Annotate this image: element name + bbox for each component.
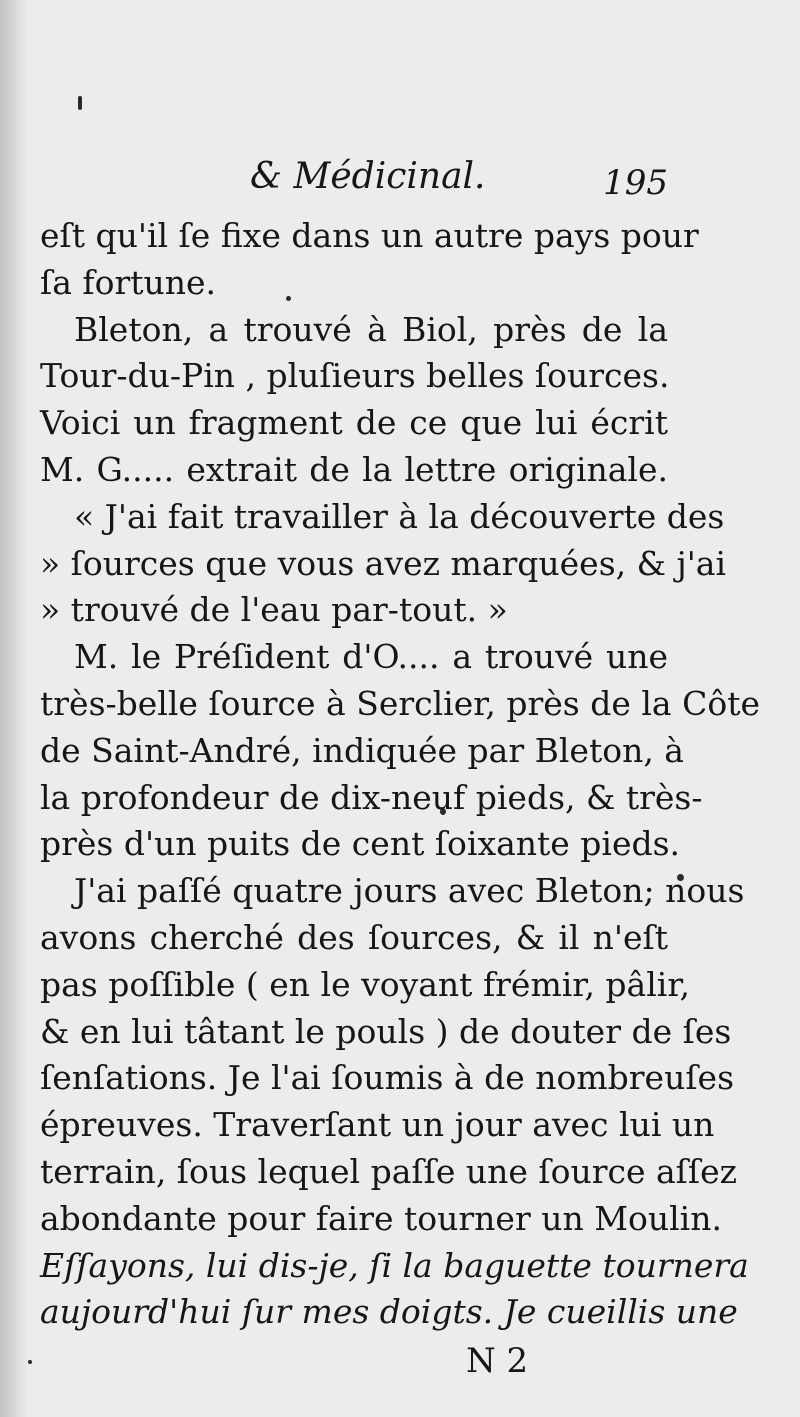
running-title: & Médicinal.	[250, 156, 486, 197]
text-line: » ſources que vous avez marquées, & j'ai	[40, 543, 727, 583]
text-line: & en lui tâtant le pouls ) de douter de ſes	[40, 1011, 732, 1051]
text-line: Voici un fragment de ce que lui écrit	[40, 403, 668, 443]
text-line: ſenſations. Je l'ai ſoumis à de nombreuſes	[40, 1058, 735, 1098]
signature-mark: N 2	[466, 1341, 529, 1381]
text-line: près d'un puits de cent ſoixante pieds.	[40, 824, 681, 864]
body-text	[40, 213, 760, 1336]
text-line: Tour-du-Pin , pluſieurs belles ſources.	[40, 356, 670, 396]
text-line: eſt qu'il ſe fixe dans un autre pays pour	[40, 216, 699, 255]
text-line: » trouvé de l'eau par-tout. »	[40, 590, 508, 630]
page-header	[0, 152, 800, 202]
text-line: Eſſayons, lui dis-je, ſi la baguette tournera	[40, 1245, 749, 1285]
text-line: avons cherché des ſources, & il n'eſt	[40, 917, 668, 957]
text-line: « J'ai fait travailler à la découverte des	[74, 496, 725, 536]
text-line: abondante pour faire tourner un Moulin.	[40, 1198, 722, 1238]
text-line: très-belle ſource à Serclier, près de la Côte	[40, 683, 760, 723]
text-line: Bleton, a trouvé à Biol, près de la	[74, 309, 668, 349]
text-line: la profondeur de dix-neuf pieds, & très-	[40, 777, 703, 817]
page-edge-shadow	[0, 0, 28, 1417]
text-line: terrain, ſous lequel paſſe une ſource aſſez	[40, 1151, 737, 1191]
text-line: épreuves. Traverſant un jour avec lui un	[40, 1105, 715, 1145]
page-number: 195	[603, 163, 668, 203]
text-line: aujourd'hui ſur mes doigts. Je cueillis une	[40, 1292, 738, 1332]
text-line: pas poſſible ( en le voyant frémir, pâlir,	[40, 964, 690, 1004]
text-line: M. G..... extrait de la lettre originale.	[40, 449, 668, 489]
ink-speck	[28, 1360, 32, 1364]
ink-speck	[78, 96, 82, 110]
text-line: M. le Préſident d'O.... a trouvé une	[74, 637, 668, 677]
text-line: ſa fortune.	[40, 262, 217, 302]
text-line: J'ai paſſé quatre jours avec Bleton; nous	[74, 871, 745, 911]
text-line: de Saint-André, indiquée par Bleton, à	[40, 730, 684, 770]
